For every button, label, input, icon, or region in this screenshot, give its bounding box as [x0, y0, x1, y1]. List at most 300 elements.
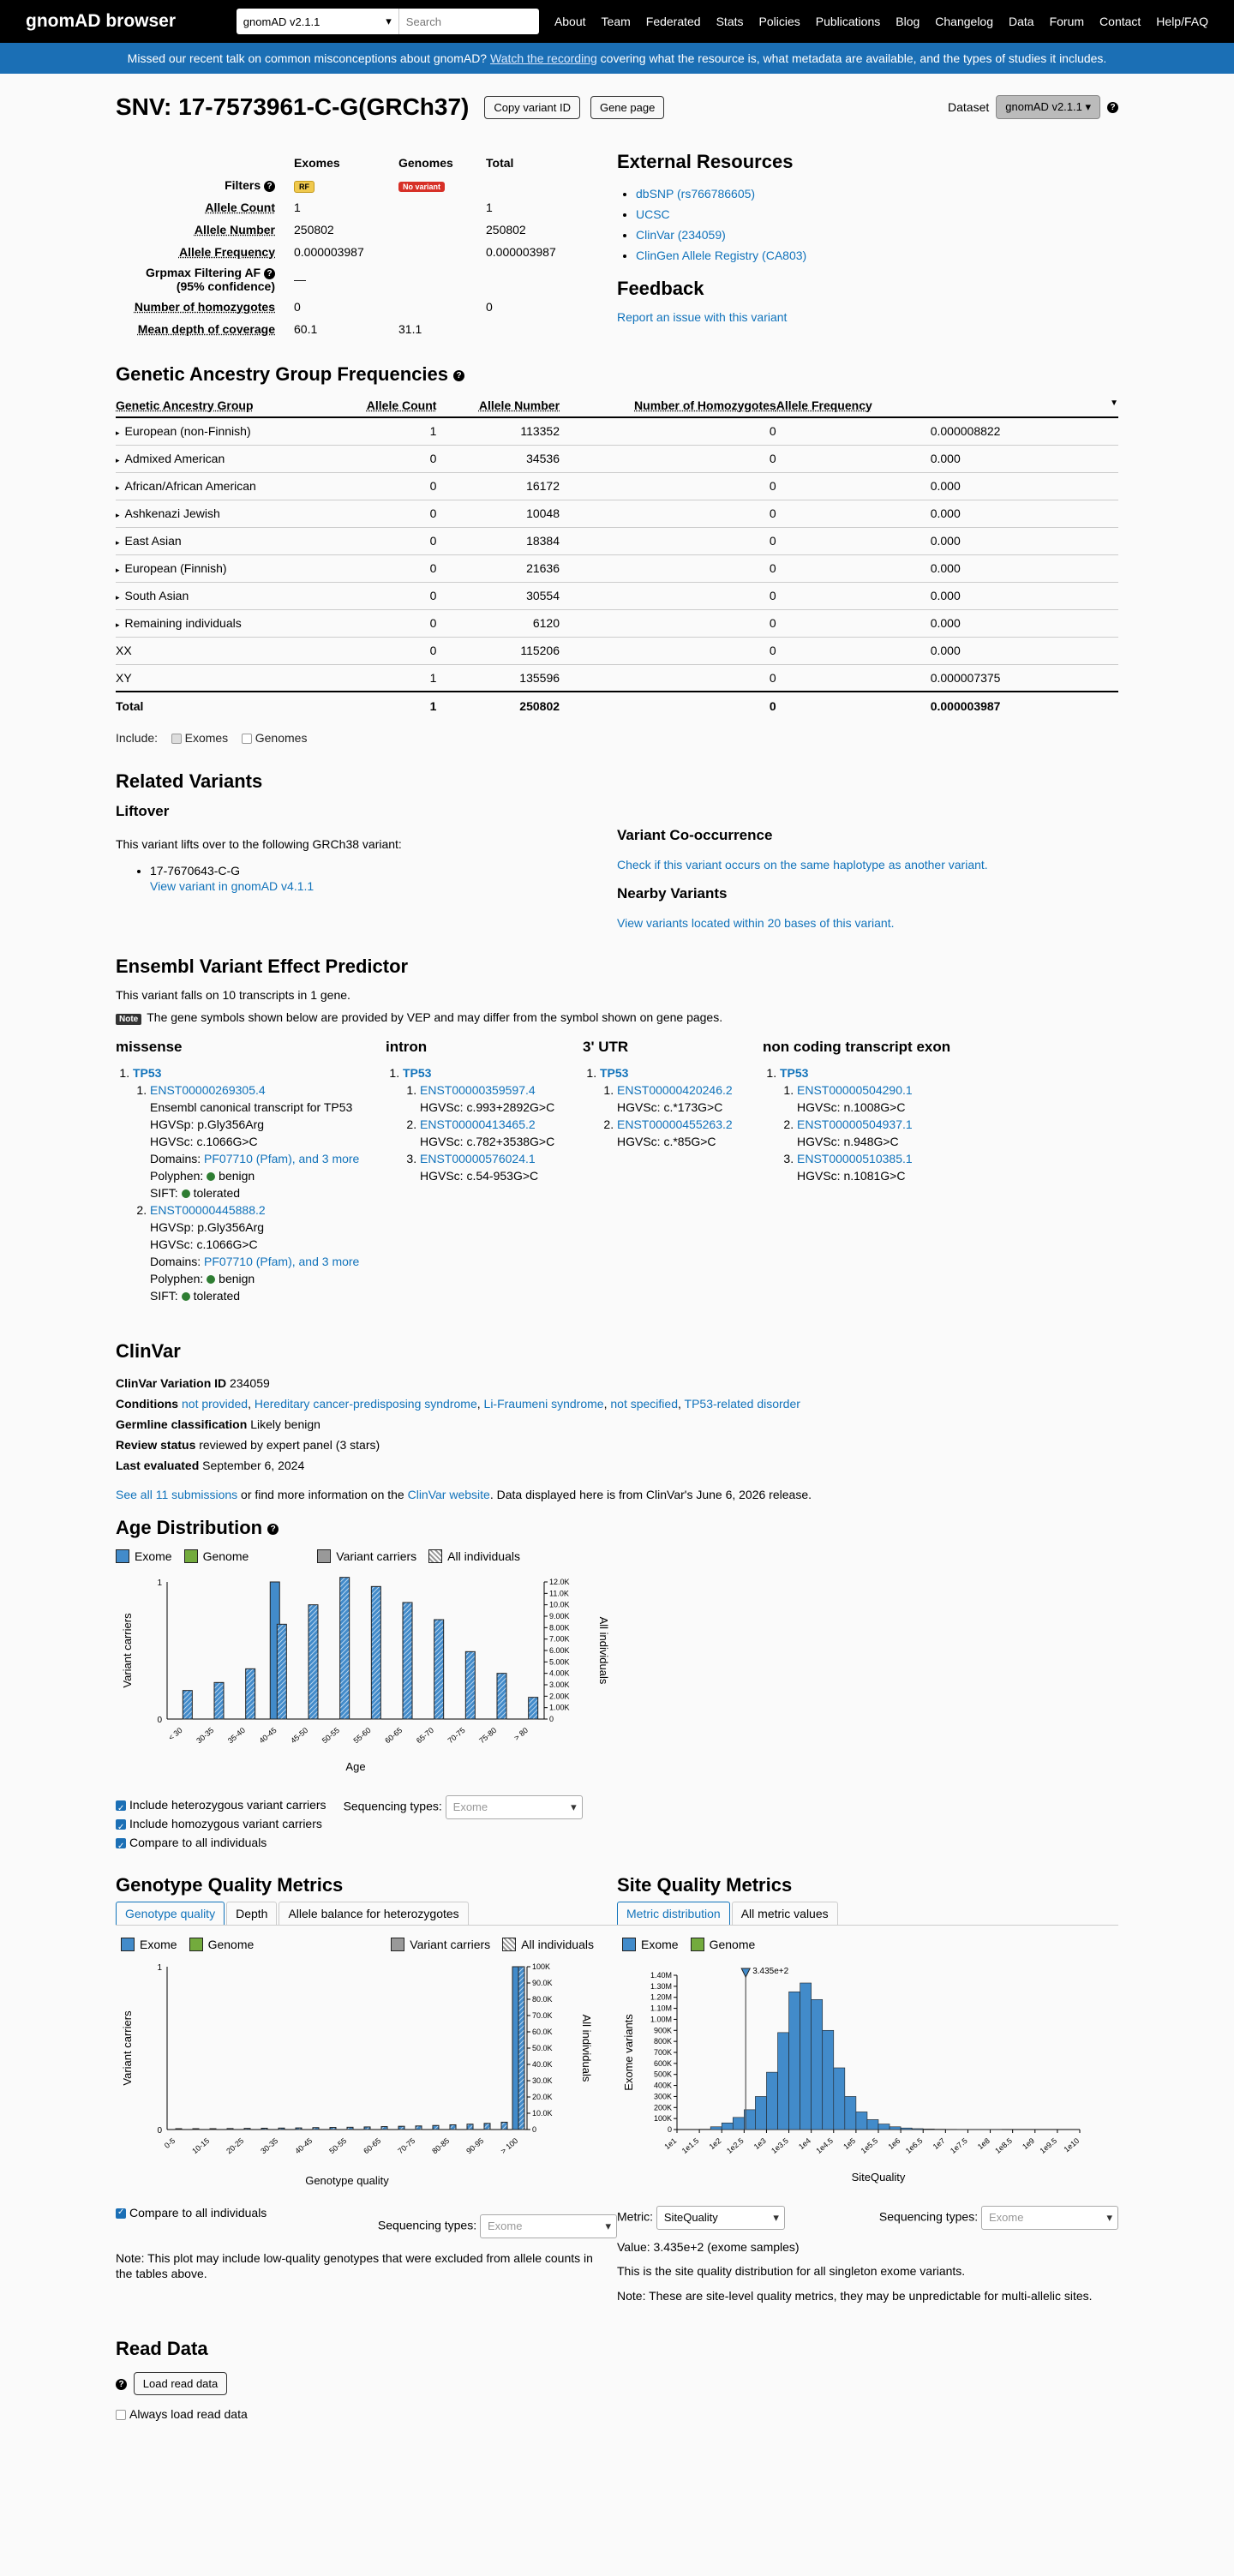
nav-help[interactable]: Help/FAQ: [1156, 15, 1208, 28]
all-individuals-bar: [433, 2125, 439, 2130]
histogram-bar: [923, 2129, 934, 2130]
y2-tick-label: 70.0K: [532, 2011, 553, 2020]
legend: Exome Genome Variant carriers All individuals: [121, 1938, 617, 1951]
x-tick-label: 90-95: [464, 2136, 486, 2156]
transcript-link[interactable]: ENST00000269305.4: [150, 1083, 266, 1097]
cell: 0.000: [776, 582, 1118, 609]
cell: 0.000: [776, 527, 1118, 554]
gene-tp53-link[interactable]: TP53: [600, 1066, 629, 1080]
gene-page-button[interactable]: Gene page: [590, 96, 664, 119]
watch-recording-link[interactable]: Watch the recording: [490, 51, 597, 65]
y2-tick-label: 3.00K: [549, 1680, 570, 1689]
x-tick-label: > 80: [512, 1725, 530, 1742]
histogram-bar: [878, 2124, 890, 2130]
carrier-bar: [512, 1967, 518, 2130]
y2-tick-label: 8.00K: [549, 1623, 570, 1632]
y2-tick-label: 20.0K: [532, 2093, 553, 2101]
population-section: Genetic Ancestry Group Frequencies ? Genetic Ancestry Group Allele Count Allele Number Number of Homozygotes Allele Frequency ▼ ▸ European (non-Finnish) 1 113352 0 0.000008822 ▸ Admixed American 0 34536 0 0.000 ▸ African/African American 0 16172 0 0.000 ▸ Ashkenazi Jewish 0 10048 0 0.000 ▸ East Asian 0 18384 0 0.000 ▸ European (Finnish) 0 21636 0 0.000 ▸ South Asian 0 30554 0 0.000 ▸ Remaining individuals 0 6120 0 0.000 XX 0 115206 0 0.000 XY 1 135596 0 0.000007375 Total 1 250802 0 0.000003987 Include: Exomes Genomes: [116, 363, 1118, 745]
marker-arrow-icon: [741, 1968, 750, 1977]
col-homozygotes[interactable]: Number of Homozygotes: [560, 394, 776, 417]
all-individuals-bar: [484, 2124, 490, 2130]
clinvar-website-link[interactable]: ClinVar website: [407, 1488, 490, 1501]
all-individuals-bar: [416, 2126, 422, 2130]
domains-link[interactable]: PF07710 (Pfam), and 3 more: [204, 1152, 360, 1165]
cell: 0: [560, 500, 776, 527]
cell: 0: [560, 472, 776, 500]
x-tick-label: 40-45: [293, 2136, 314, 2156]
x-axis-label: Genotype quality: [305, 2174, 389, 2187]
col-allele-count[interactable]: Allele Count: [330, 394, 437, 417]
condition-link[interactable]: not provided: [182, 1397, 249, 1411]
histogram-bar: [823, 2030, 834, 2130]
domains-link[interactable]: PF07710 (Pfam), and 3 more: [204, 1255, 360, 1268]
y-tick-label: 0: [157, 1716, 162, 1725]
x-tick-label: 1e4.5: [814, 2136, 836, 2156]
x-tick-label: 1e9: [1021, 2136, 1037, 2152]
nav-publications[interactable]: Publications: [815, 15, 881, 28]
cell: 0.000008822: [776, 417, 1118, 445]
histogram-bar: [755, 2096, 766, 2130]
cell: 6120: [436, 609, 560, 637]
cell: 0: [330, 609, 437, 637]
expand-icon[interactable]: ▸: [116, 566, 120, 574]
transcript-link[interactable]: ENST00000576024.1: [420, 1152, 536, 1165]
external-resources: External Resources • dbSNP (rs766786605) • UCSC • ClinVar (234059) • ClinGen Allele Registry (CA803) Feedback Report an issue with this variant: [617, 151, 1118, 341]
all-individuals-bar: [261, 2128, 267, 2130]
cell: 0: [330, 472, 437, 500]
status-dot-icon: [207, 1275, 215, 1284]
histogram-bar: [722, 2123, 733, 2130]
y2-tick-label: 90.0K: [532, 1979, 553, 1987]
x-tick-label: 1e2.5: [724, 2136, 746, 2156]
table-row[interactable]: [116, 609, 1118, 637]
related-variants: Related Variants Liftover This variant lifts over to the following GRCh38 variant: • 17-7670643-C-G View variant in gnomAD v4.1.1 Variant Co-occurrence Check if this variant occurs on the same haplotype as another variant. Nearby Variants View variants located within 20 bases of this variant.: [116, 770, 1118, 930]
y2-tick-label: 0: [532, 2125, 537, 2134]
all-individuals-bar: [183, 1691, 192, 1719]
histogram-bar: [812, 1999, 823, 2130]
group-name: XY: [116, 664, 330, 692]
group-name: ▸ African/African American: [116, 472, 330, 500]
y2-axis-label: All individuals: [597, 1616, 610, 1685]
all-individuals-bar: [381, 2127, 387, 2130]
nav-stats[interactable]: Stats: [716, 15, 744, 28]
col-group[interactable]: Genetic Ancestry Group: [116, 394, 330, 417]
help-icon[interactable]: ?: [264, 181, 275, 192]
histogram-bar: [733, 2118, 744, 2130]
histogram-bar: [766, 2072, 777, 2130]
gene-tp53-link[interactable]: TP53: [780, 1066, 809, 1080]
y2-tick-label: 60.0K: [532, 2028, 553, 2036]
page-title: SNV: 17-7573961-C-G(GRCh37): [116, 93, 470, 120]
x-tick-label: 80-85: [430, 2136, 452, 2156]
condition-link[interactable]: Li-Fraumeni syndrome: [483, 1397, 604, 1411]
cell: 0.000007375: [776, 664, 1118, 692]
cooccurrence-link[interactable]: Check if this variant occurs on the same haplotype as another variant.: [617, 858, 988, 872]
y2-tick-label: 6.00K: [549, 1646, 570, 1655]
expand-icon[interactable]: ▸: [116, 428, 120, 438]
y2-tick-label: 100K: [532, 1962, 551, 1971]
cell: 0.000: [776, 609, 1118, 637]
x-tick-label: 1e4: [797, 2136, 812, 2152]
transcript-link[interactable]: ENST00000359597.4: [420, 1083, 536, 1097]
age-chart: [116, 1573, 613, 1788]
cell: 30554: [436, 582, 560, 609]
quality-metrics-section: [116, 1874, 1118, 2303]
cell: 1: [330, 417, 437, 445]
y2-tick-label: 1.00K: [549, 1703, 570, 1712]
chevron-down-icon: ▾: [386, 15, 392, 27]
dataset-dropdown[interactable]: gnomAD v2.1.1 ▾: [996, 95, 1100, 119]
y2-tick-label: 9.00K: [549, 1612, 570, 1620]
tab-depth[interactable]: Depth: [226, 1902, 277, 1925]
nav-contact[interactable]: Contact: [1099, 15, 1141, 28]
all-individuals-bar: [518, 1967, 524, 2130]
gene-tp53-link[interactable]: TP53: [133, 1066, 162, 1080]
table-row[interactable]: [116, 527, 1118, 554]
x-tick-label: 70-75: [446, 1725, 467, 1746]
search-input[interactable]: Search: [405, 15, 441, 28]
group-name: ▸ East Asian: [116, 527, 330, 554]
x-tick-label: 1e1: [662, 2136, 679, 2152]
condition-link[interactable]: not specified: [610, 1397, 678, 1411]
transcript-link[interactable]: ENST00000504937.1: [797, 1117, 913, 1131]
x-tick-label: > 100: [499, 2136, 520, 2156]
see-all-submissions-link[interactable]: See all 11 submissions: [116, 1488, 238, 1501]
all-individuals-bar: [529, 1698, 538, 1719]
cell: 18384: [436, 527, 560, 554]
note-badge: Note: [116, 1014, 141, 1025]
x-tick-label: 60-65: [383, 1725, 404, 1746]
help-icon[interactable]: ?: [116, 2379, 127, 2390]
x-tick-label: 1e8.5: [993, 2136, 1014, 2156]
y-axis-label: Exome variants: [622, 2014, 635, 2091]
tab-allele-balance[interactable]: Allele balance for heterozygotes: [279, 1902, 468, 1925]
ucsc-link[interactable]: UCSC: [636, 207, 670, 221]
genotype-quality-section: Genotype Quality Metrics Genotype quality Depth Allele balance for heterozygotes Exome Genome Variant carriers All individuals 1 0 0 10.0K 20.0K 30.0K 40.0K 50.0K 60.0K 70.0K 80.0K 90.0K 100K 0-5 10-15 20-25 30-35 40-45 50-55 60-65 70-75 80-85 90-95 > 100 Variant carriers All individuals Genotype quality ✓Compare to all individuals Sequencing types: Exome ▾ Note: This plot may include low-quality genotypes that were excluded from allele counts in the tables above.: [116, 1874, 617, 2303]
y2-axis-label: All individuals: [580, 2014, 593, 2082]
help-icon[interactable]: ?: [453, 370, 464, 381]
cell: 0: [560, 582, 776, 609]
x-tick-label: 30-35: [259, 2136, 280, 2156]
y2-tick-label: 5.00K: [549, 1657, 570, 1667]
all-individuals-bar: [176, 2129, 182, 2130]
all-individuals-bar: [347, 2127, 353, 2130]
report-issue-link[interactable]: Report an issue with this variant: [617, 310, 788, 324]
cell: 0: [560, 554, 776, 582]
nav-policies[interactable]: Policies: [758, 15, 800, 28]
read-data-section: Read Data ? Load read data Always load read data: [116, 2338, 248, 2421]
summary-table: Exomes Genomes Total Filters ? RF No variant Allele Count 1 1 Allele Number 250802 250802 Allele Frequency 0.000003987 0.000003987 Grpmax Filtering AF ? (95% confidence) — Number of homozygotes 0 0 Mean depth of coverage 60.1 31.1: [134, 156, 556, 336]
cell: 0: [560, 637, 776, 664]
logo[interactable]: gnomAD browser: [26, 11, 177, 31]
table-row[interactable]: [116, 445, 1118, 472]
x-axis-label: SiteQuality: [851, 2171, 906, 2184]
cell: 0: [330, 527, 437, 554]
expand-icon[interactable]: ▸: [116, 456, 120, 464]
sort-icon: ▼: [1110, 398, 1118, 408]
x-tick-label: 1e3: [752, 2136, 768, 2152]
view-gnomad-v4-link[interactable]: View variant in gnomAD v4.1.1: [150, 879, 314, 893]
exomes-checkbox[interactable]: [171, 734, 182, 744]
condition-link[interactable]: Hereditary cancer-predisposing syndrome: [254, 1397, 477, 1411]
histogram-bar: [890, 2127, 901, 2130]
rf-badge: RF: [294, 181, 314, 193]
vep-section: Ensembl Variant Effect Predictor This variant falls on 10 transcripts in 1 gene. Note The gene symbols shown below are provided by VEP and may differ from the symbol shown on gene pages. missense 1. TP53 1. ENST00000269305.4 Ensembl canonical transcript for TP53 HGVSp: p.Gly356Arg HGVSc: c.1066G>C Domains: PF07710 (Pfam), and 3 more Polyphen: benign SIFT: tolerated 2. ENST00000445888.2 HGVSp: p.Gly356Arg HGVSc: c.1066G>C Domains: PF07710 (Pfam), and 3 more Polyphen: benign SIFT: tolerated intron 1. TP53 1. ENST00000359597.4 HGVSc: c.993+2892G>C 2. ENST00000413465.2 HGVSc: c.782+3538G>C 3. ENST00000576024.1 HGVSc: c.54-953G>C 3' UTR 1. TP53 1. ENST00000420246.2 HGVSc: c.*173G>C 2. ENST00000455263.2 HGVSc: c.*85G>C non coding transcript exon 1. TP53 1. ENST00000504290.1 HGVSc: n.1008G>C 2. ENST00000504937.1 HGVSc: n.948G>C 3. ENST00000510385.1 HGVSc: n.1081G>C: [116, 956, 1118, 1304]
y2-tick-label: 11.0K: [549, 1589, 569, 1598]
cell: 0: [330, 500, 437, 527]
expand-icon[interactable]: ▸: [116, 511, 120, 519]
x-tick-label: 40-45: [257, 1725, 279, 1746]
genome-swatch-icon: [691, 1938, 704, 1951]
legend: Exome Genome Variant carriers All individuals: [116, 1549, 613, 1563]
legend: Exome Genome: [622, 1938, 1118, 1951]
copy-variant-id-button[interactable]: Copy variant ID: [484, 96, 580, 119]
cell: 0: [330, 582, 437, 609]
x-tick-label: 60-65: [362, 2136, 383, 2156]
y-tick-label: 1.00M: [650, 2015, 672, 2024]
y2-tick-label: 30.0K: [532, 2076, 553, 2085]
all-individuals-bar: [308, 1605, 318, 1719]
no-variant-badge: No variant: [398, 182, 445, 192]
table-row[interactable]: [116, 554, 1118, 582]
y-tick-label: 500K: [653, 2070, 672, 2079]
expand-icon[interactable]: ▸: [116, 483, 120, 492]
x-tick-label: 1e7: [931, 2136, 947, 2152]
histogram-bar: [867, 2119, 878, 2130]
tab-all-metric-values[interactable]: All metric values: [732, 1902, 838, 1925]
col-allele-frequency[interactable]: Allele Frequency ▼: [776, 394, 1118, 417]
dbsnp-link[interactable]: dbSNP (rs766786605): [636, 187, 756, 201]
histogram-bar: [845, 2096, 856, 2130]
cell: 250802: [436, 692, 560, 719]
table-row: [116, 692, 1118, 719]
histogram-bar: [856, 2112, 867, 2130]
tab-genotype-quality[interactable]: Genotype quality: [116, 1902, 225, 1925]
nearby-variants-link[interactable]: View variants located within 20 bases of this variant.: [617, 916, 895, 930]
carriers-swatch-icon: [317, 1549, 331, 1563]
group-name: ▸ Admixed American: [116, 445, 330, 472]
y2-tick-label: 40.0K: [532, 2060, 553, 2069]
cell: 0.000: [776, 554, 1118, 582]
y2-tick-label: 7.00K: [549, 1634, 570, 1644]
all-individuals-swatch-icon: [502, 1938, 516, 1951]
cell: 0.000: [776, 500, 1118, 527]
cell: 10048: [436, 500, 560, 527]
x-tick-label: 1e10: [1062, 2136, 1081, 2154]
y-tick-label: 800K: [653, 2037, 672, 2046]
tab-metric-distribution[interactable]: Metric distribution: [617, 1902, 730, 1925]
status-dot-icon: [182, 1292, 190, 1301]
transcript-link[interactable]: ENST00000510385.1: [797, 1152, 913, 1165]
expand-icon[interactable]: ▸: [116, 538, 120, 547]
nav-blog[interactable]: Blog: [896, 15, 920, 28]
all-individuals-bar: [330, 2128, 336, 2130]
gene-tp53-link[interactable]: TP53: [403, 1066, 432, 1080]
nav-team[interactable]: Team: [601, 15, 631, 28]
always-load-checkbox[interactable]: [116, 2410, 126, 2420]
all-individuals-bar: [279, 2128, 285, 2130]
external-links: [636, 183, 1118, 266]
y-tick-label: 200K: [653, 2103, 672, 2112]
homozygous-checkbox[interactable]: [116, 1819, 126, 1830]
all-individuals-bar: [246, 1668, 255, 1719]
y-tick-label: 400K: [653, 2081, 672, 2090]
transcript-link[interactable]: ENST00000420246.2: [617, 1083, 733, 1097]
group-name: ▸ Remaining individuals: [116, 609, 330, 637]
x-tick-label: 0-5: [162, 2136, 177, 2150]
transcript-link[interactable]: ENST00000413465.2: [420, 1117, 536, 1131]
help-icon[interactable]: ?: [267, 1524, 279, 1535]
table-row[interactable]: [116, 417, 1118, 445]
cell: 1: [330, 692, 437, 719]
table-row[interactable]: [116, 500, 1118, 527]
histogram-bar: [778, 2033, 789, 2130]
y2-tick-label: 50.0K: [532, 2044, 553, 2052]
col-allele-number[interactable]: Allele Number: [436, 394, 560, 417]
clingen-link[interactable]: ClinGen Allele Registry (CA803): [636, 249, 807, 262]
x-tick-label: 1e7.5: [949, 2136, 969, 2156]
cell: 0: [560, 417, 776, 445]
table-row[interactable]: [116, 582, 1118, 609]
cell: 0.000: [776, 472, 1118, 500]
vep-columns: missense 1. TP53 1. ENST00000269305.4 Ensembl canonical transcript for TP53 HGVSp: p.Gly356Arg HGVSc: c.1066G>C Domains: PF07710 (Pfam), and 3 more Polyphen: benign SIFT: tolerated 2. ENST00000445888.2 HGVSp: p.Gly356Arg HGVSc: c.1066G>C Domains: PF07710 (Pfam), and 3 more Polyphen: benign SIFT: tolerated intron 1. TP53 1. ENST00000359597.4 HGVSc: c.993+2892G>C 2. ENST00000413465.2 HGVSc: c.782+3538G>C 3. ENST00000576024.1 HGVSc: c.54-953G>C 3' UTR 1. TP53 1. ENST00000420246.2 HGVSc: c.*173G>C 2. ENST00000455263.2 HGVSc: c.*85G>C non coding transcript exon 1. TP53 1. ENST00000504290.1 HGVSc: n.1008G>C 2. ENST00000504937.1 HGVSc: n.948G>C 3. ENST00000510385.1 HGVSc: n.1081G>C: [116, 1039, 1118, 1304]
y-axis-label: Variant carriers: [121, 1613, 134, 1688]
transcript-link[interactable]: ENST00000445888.2: [150, 1203, 266, 1217]
expand-icon[interactable]: ▸: [116, 593, 120, 602]
all-individuals-bar: [340, 1578, 350, 1719]
compare-all-checkbox[interactable]: [116, 2208, 126, 2219]
x-tick-label: 1e5: [842, 2136, 858, 2152]
cell: 1: [330, 664, 437, 692]
x-tick-label: 1e6.5: [903, 2136, 925, 2156]
cell: 0: [330, 445, 437, 472]
all-individuals-bar: [214, 1682, 224, 1719]
cell: 0.000: [776, 637, 1118, 664]
metric-select[interactable]: SiteQuality ▾: [656, 2206, 785, 2230]
y-tick-label: 1.20M: [650, 1992, 672, 2002]
cell: 135596: [436, 664, 560, 692]
clinvar-section: ClinVar ClinVar Variation ID 234059 Conditions not provided, Hereditary cancer-predisposing syndrome, Li-Fraumeni syndrome, not specified, TP53-related disorder Germline classification Likely benign Review status reviewed by expert panel (3 stars) Last evaluated September 6, 2024 See all 11 submissions or find more information on the ClinVar website. Data displayed here is from ClinVar's June 6, 2026 release.: [116, 1340, 812, 1501]
genome-swatch-icon: [184, 1549, 198, 1563]
site-quality-section: Site Quality Metrics Metric distribution All metric values Exome Genome 0 100K 200K 300K 400K 500K 600K 700K 800K 900K 1.00M 1.10M 1.20M 1.30M 1.40M 1e1 1e1.5 1e2 1e2.5 1e3 1e3.5 1e4 1e4.5 1e5 1e5.5 1e6 1e6.5 1e7 1e7.5 1e8 1e8.5 1e9 1e9.5 1e10 3.435e+2 Exome variants SiteQuality Metric: SiteQuality ▾ Sequencing types: Exome ▾ Value: 3.435e+2 (exome samples) This is the site quality distribution for all singleton exome variants. Note: These are site-level quality metrics, they may be unpredictable for multi-allelic sites.: [617, 1874, 1118, 2303]
histogram-bar: [789, 1992, 800, 2130]
y-tick-label: 0: [157, 2126, 162, 2136]
all-individuals-bar: [497, 1674, 506, 1719]
cell: 0.000: [776, 445, 1118, 472]
genomes-checkbox[interactable]: [242, 734, 252, 744]
status-dot-icon: [182, 1189, 190, 1198]
nav-about[interactable]: About: [554, 15, 586, 28]
all-individuals-bar: [244, 2129, 250, 2130]
help-icon[interactable]: ?: [1107, 102, 1118, 113]
x-tick-label: 75-80: [477, 1725, 499, 1746]
group-name: ▸ Ashkenazi Jewish: [116, 500, 330, 527]
y2-tick-label: 10.0K: [549, 1600, 570, 1609]
expand-icon[interactable]: ▸: [116, 620, 120, 629]
exome-swatch-icon: [121, 1938, 135, 1951]
marker-label: 3.435e+2: [752, 1967, 789, 1976]
x-tick-label: 50-55: [327, 2136, 349, 2156]
nav-changelog[interactable]: Changelog: [935, 15, 994, 28]
sq-tabs: [617, 1902, 1118, 1926]
all-individuals-bar: [450, 2124, 456, 2130]
sequencing-type-select[interactable]: Exome ▾: [981, 2206, 1118, 2230]
x-tick-label: 1e3.5: [770, 2136, 790, 2156]
y2-tick-label: 4.00K: [549, 1668, 570, 1678]
cell: 0: [330, 554, 437, 582]
all-individuals-bar: [364, 2127, 370, 2130]
x-tick-label: 70-75: [396, 2136, 417, 2156]
gq-tabs: [116, 1902, 617, 1926]
x-tick-label: 35-40: [225, 1725, 247, 1746]
y-tick-label: 1.30M: [650, 1981, 672, 1991]
transcript-link[interactable]: ENST00000455263.2: [617, 1117, 733, 1131]
table-row: [116, 637, 1118, 664]
x-tick-label: 45-50: [289, 1725, 310, 1746]
y-tick-label: 1.40M: [650, 1971, 672, 1980]
cell: 113352: [436, 417, 560, 445]
exome-swatch-icon: [622, 1938, 636, 1951]
population-table: [116, 394, 1118, 719]
histogram-bar: [710, 2127, 722, 2130]
dataset-select[interactable]: gnomAD v2.1.1 ▾: [237, 9, 399, 34]
cell: 0: [560, 609, 776, 637]
x-tick-label: < 30: [166, 1725, 184, 1742]
clinvar-link[interactable]: ClinVar (234059): [636, 228, 726, 242]
x-tick-label: 1e2: [707, 2136, 723, 2152]
table-row[interactable]: [116, 472, 1118, 500]
y-tick-label: 0: [667, 2125, 672, 2134]
cell: 0: [560, 692, 776, 719]
y2-tick-label: 0: [549, 1715, 554, 1723]
cell: 0: [560, 527, 776, 554]
all-individuals-bar: [277, 1624, 286, 1719]
sequencing-type-select[interactable]: Exome ▾: [480, 2214, 617, 2238]
compare-all-checkbox[interactable]: [116, 1838, 126, 1848]
dataset-selector: Dataset gnomAD v2.1.1 ▾ ?: [948, 95, 1118, 119]
condition-link[interactable]: TP53-related disorder: [684, 1397, 800, 1411]
y-tick-label: 700K: [653, 2048, 672, 2057]
exome-swatch-icon: [116, 1549, 129, 1563]
y-tick-label: 900K: [653, 2026, 672, 2035]
all-individuals-bar: [434, 1620, 444, 1719]
group-name: XX: [116, 637, 330, 664]
load-read-data-button[interactable]: Load read data: [134, 2372, 227, 2395]
all-individuals-bar: [296, 2128, 302, 2130]
cell: 21636: [436, 554, 560, 582]
cell: 16172: [436, 472, 560, 500]
all-individuals-bar: [403, 1603, 412, 1719]
nav-forum[interactable]: Forum: [1049, 15, 1085, 28]
all-individuals-bar: [371, 1586, 380, 1719]
y-tick-label: 1: [157, 1579, 162, 1588]
y-tick-label: 100K: [653, 2114, 672, 2124]
title-row: [116, 93, 1118, 122]
genome-swatch-icon: [189, 1938, 203, 1951]
y-tick-label: 300K: [653, 2092, 672, 2101]
transcript-link[interactable]: ENST00000504290.1: [797, 1083, 913, 1097]
nav-federated[interactable]: Federated: [645, 15, 701, 28]
help-icon[interactable]: ?: [264, 268, 275, 279]
all-individuals-bar: [465, 1651, 475, 1719]
x-tick-label: 55-60: [351, 1725, 373, 1746]
x-tick-label: 1e8: [975, 2136, 991, 2152]
nav-data[interactable]: Data: [1009, 15, 1034, 28]
main-content: [116, 93, 1118, 2421]
heterozygous-checkbox[interactable]: [116, 1800, 126, 1811]
sequencing-type-select[interactable]: Exome ▾: [446, 1795, 583, 1819]
cell: 0: [330, 637, 437, 664]
